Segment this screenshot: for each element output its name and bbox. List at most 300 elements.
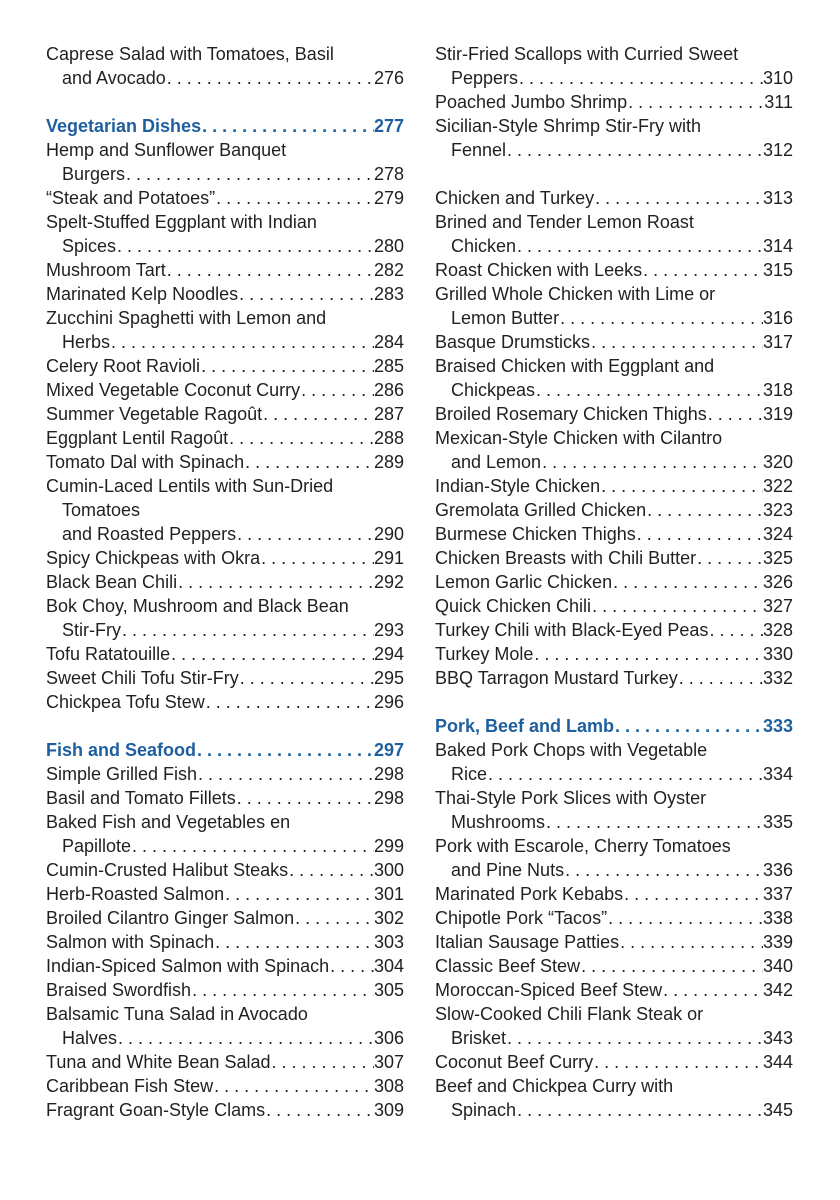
entry-title-text: Simple Grilled Fish bbox=[46, 764, 198, 784]
entry-title-text: Hemp and Sunflower Banquet bbox=[46, 140, 287, 160]
entry-title-text: Summer Vegetable Ragoût bbox=[46, 404, 263, 424]
toc-entry[interactable] bbox=[435, 882, 793, 906]
entry-line bbox=[435, 666, 793, 690]
entry-page-number: 294 bbox=[373, 644, 404, 664]
entry-line bbox=[46, 186, 404, 210]
entry-title-text: Baked Pork Chops with Vegetable bbox=[435, 740, 708, 760]
entry-page-number: 323 bbox=[762, 500, 793, 520]
toc-entry[interactable] bbox=[435, 546, 793, 570]
entry-title-text: Chicken Breasts with Chili Butter bbox=[435, 548, 697, 568]
toc-entry[interactable] bbox=[435, 1050, 793, 1074]
entry-page-number: 282 bbox=[373, 260, 404, 280]
toc-entry[interactable] bbox=[435, 330, 793, 354]
entry-line-continued bbox=[46, 1026, 404, 1050]
toc-entry[interactable] bbox=[46, 210, 404, 258]
toc-entry[interactable] bbox=[46, 642, 404, 666]
entry-line-continued bbox=[435, 66, 793, 90]
entry-title-text: Grilled Whole Chicken with Lime or bbox=[435, 284, 716, 304]
entry-title-text: Coconut Beef Curry bbox=[435, 1052, 594, 1072]
dot-leader bbox=[110, 330, 374, 354]
entry-title-text: Caribbean Fish Stew bbox=[46, 1076, 214, 1096]
toc-entry[interactable] bbox=[46, 426, 404, 450]
entry-title-text: Tofu Ratatouille bbox=[46, 644, 171, 664]
dot-leader bbox=[236, 786, 374, 810]
entry-title-text: Baked Fish and Vegetables en bbox=[46, 812, 291, 832]
dot-leader bbox=[265, 1098, 374, 1122]
entry-line bbox=[46, 426, 404, 450]
entry-title-text: Cumin-Crusted Halibut Steaks bbox=[46, 860, 289, 880]
section-spacer bbox=[46, 90, 404, 114]
entry-line bbox=[435, 474, 793, 498]
dot-leader bbox=[535, 378, 763, 402]
entry-line bbox=[46, 378, 404, 402]
dot-leader bbox=[300, 378, 374, 402]
toc-entry[interactable] bbox=[435, 666, 793, 690]
entry-title-text: Italian Sausage Patties bbox=[435, 932, 620, 952]
entry-line bbox=[46, 666, 404, 690]
toc-entry[interactable] bbox=[46, 42, 404, 90]
toc-right-column bbox=[435, 42, 793, 1122]
toc-entry[interactable] bbox=[46, 906, 404, 930]
entry-line-continued bbox=[46, 834, 404, 858]
toc-entry[interactable] bbox=[46, 666, 404, 690]
entry-page-number: 315 bbox=[762, 260, 793, 280]
entry-title-text: Tuna and White Bean Salad bbox=[46, 1052, 271, 1072]
toc-entry[interactable] bbox=[435, 618, 793, 642]
toc-entry[interactable] bbox=[46, 954, 404, 978]
toc-entry[interactable] bbox=[46, 570, 404, 594]
entry-page-number: 296 bbox=[373, 692, 404, 712]
entry-page-number: 278 bbox=[373, 164, 404, 184]
entry-line-continued bbox=[435, 378, 793, 402]
section-page-number: 297 bbox=[373, 740, 404, 760]
entry-page-number: 342 bbox=[762, 980, 793, 1000]
entry-title-text: Lemon Garlic Chicken bbox=[435, 572, 613, 592]
entry-line bbox=[435, 594, 793, 618]
dot-leader bbox=[642, 258, 763, 282]
dot-leader bbox=[213, 1074, 374, 1098]
entry-page-number: 285 bbox=[373, 356, 404, 376]
entry-title-text: Zucchini Spaghetti with Lemon and bbox=[46, 308, 327, 328]
entry-page-number: 299 bbox=[373, 836, 404, 856]
entry-page-number: 279 bbox=[373, 188, 404, 208]
entry-page-number: 344 bbox=[762, 1052, 793, 1072]
entry-line bbox=[435, 954, 793, 978]
entry-title-text: Peppers bbox=[451, 68, 519, 88]
entry-line bbox=[435, 1074, 793, 1098]
dot-leader bbox=[506, 138, 763, 162]
entry-title-text: Bok Choy, Mushroom and Black Bean bbox=[46, 596, 349, 616]
dot-leader bbox=[166, 258, 374, 282]
entry-line-continued bbox=[46, 234, 404, 258]
toc-entry[interactable] bbox=[46, 930, 404, 954]
toc-entry[interactable] bbox=[46, 546, 404, 570]
entry-line-continued bbox=[46, 522, 404, 546]
entry-page-number: 276 bbox=[373, 68, 404, 88]
dot-leader bbox=[541, 450, 763, 474]
dot-leader bbox=[244, 450, 374, 474]
entry-page-number: 313 bbox=[762, 188, 793, 208]
dot-leader bbox=[516, 1098, 763, 1122]
entry-line bbox=[46, 1074, 404, 1098]
entry-title-text: and Lemon bbox=[451, 452, 542, 472]
entry-line bbox=[46, 690, 404, 714]
entry-line bbox=[435, 426, 793, 450]
dot-leader bbox=[205, 690, 374, 714]
section-page-number: 277 bbox=[373, 116, 404, 136]
toc-entry[interactable] bbox=[46, 474, 404, 546]
entry-line-continued bbox=[46, 162, 404, 186]
entry-line bbox=[46, 138, 404, 162]
entry-page-number: 309 bbox=[373, 1100, 404, 1120]
section-spacer bbox=[435, 162, 793, 186]
dot-leader bbox=[607, 906, 763, 930]
toc-entry[interactable] bbox=[435, 978, 793, 1002]
entry-line bbox=[46, 258, 404, 282]
entry-title-text: Basil and Tomato Fillets bbox=[46, 788, 236, 808]
toc-entry[interactable] bbox=[435, 834, 793, 882]
entry-line bbox=[46, 954, 404, 978]
entry-line bbox=[46, 882, 404, 906]
entry-line bbox=[46, 354, 404, 378]
entry-title-text: Balsamic Tuna Salad in Avocado bbox=[46, 1004, 308, 1024]
entry-line bbox=[435, 930, 793, 954]
entry-title-text: Moroccan-Spiced Beef Stew bbox=[435, 980, 663, 1000]
toc-entry[interactable] bbox=[435, 42, 793, 90]
dot-leader bbox=[236, 522, 374, 546]
dot-leader bbox=[288, 858, 374, 882]
dot-leader bbox=[294, 906, 374, 930]
entry-title-text: Cumin-Laced Lentils with Sun-Dried bbox=[46, 476, 334, 496]
toc-entry[interactable] bbox=[46, 378, 404, 402]
dot-leader bbox=[564, 858, 763, 882]
entry-page-number: 301 bbox=[373, 884, 404, 904]
entry-line bbox=[435, 258, 793, 282]
entry-page-number: 339 bbox=[762, 932, 793, 952]
entry-title-text: Fennel bbox=[451, 140, 507, 160]
entry-line bbox=[435, 570, 793, 594]
toc-entry[interactable] bbox=[46, 858, 404, 882]
entry-line-continued bbox=[435, 1098, 793, 1122]
entry-page-number: 335 bbox=[762, 812, 793, 832]
dot-leader bbox=[559, 306, 763, 330]
entry-line-continued bbox=[46, 330, 404, 354]
entry-page-number: 298 bbox=[373, 764, 404, 784]
section-spacer bbox=[435, 690, 793, 714]
entry-line bbox=[435, 978, 793, 1002]
toc-entry[interactable] bbox=[435, 258, 793, 282]
toc-entry[interactable] bbox=[46, 1050, 404, 1074]
toc-entry[interactable] bbox=[435, 498, 793, 522]
toc-entry[interactable] bbox=[435, 642, 793, 666]
entry-title-text: Marinated Pork Kebabs bbox=[435, 884, 624, 904]
entry-title-text: Mexican-Style Chicken with Cilantro bbox=[435, 428, 723, 448]
entry-line-continued bbox=[435, 450, 793, 474]
dot-leader bbox=[580, 954, 763, 978]
entry-page-number: 318 bbox=[762, 380, 793, 400]
toc-entry[interactable] bbox=[435, 90, 793, 114]
entry-page-number: 280 bbox=[373, 236, 404, 256]
section-heading[interactable] bbox=[435, 714, 793, 738]
entry-page-number: 283 bbox=[373, 284, 404, 304]
entry-line bbox=[46, 1050, 404, 1074]
entry-line bbox=[435, 498, 793, 522]
section-page-number: 333 bbox=[762, 716, 793, 736]
entry-title-text: Rice bbox=[451, 764, 488, 784]
entry-title-text: Papillote bbox=[62, 836, 132, 856]
toc-entry[interactable] bbox=[435, 522, 793, 546]
entry-title-text: Broiled Rosemary Chicken Thighs bbox=[435, 404, 707, 424]
dot-leader bbox=[215, 186, 374, 210]
entry-title-text: Spicy Chickpeas with Okra bbox=[46, 548, 261, 568]
toc-entry[interactable] bbox=[435, 1074, 793, 1122]
entry-line bbox=[435, 882, 793, 906]
entry-title-text: Brisket bbox=[451, 1028, 507, 1048]
dot-leader bbox=[533, 642, 763, 666]
dot-leader bbox=[487, 762, 763, 786]
entry-line bbox=[46, 642, 404, 666]
toc-entry[interactable] bbox=[46, 978, 404, 1002]
toc-entry[interactable] bbox=[46, 138, 404, 186]
toc-left-column bbox=[46, 42, 404, 1122]
toc-entry[interactable] bbox=[435, 282, 793, 330]
toc-entry[interactable] bbox=[435, 426, 793, 474]
section-title: Fish and Seafood bbox=[46, 740, 197, 760]
dot-leader bbox=[201, 114, 374, 138]
dot-leader bbox=[678, 666, 763, 690]
toc-entry[interactable] bbox=[435, 954, 793, 978]
dot-leader bbox=[239, 666, 374, 690]
dot-leader bbox=[117, 1026, 374, 1050]
toc-entry[interactable] bbox=[46, 594, 404, 642]
entry-page-number: 324 bbox=[762, 524, 793, 544]
entry-line bbox=[46, 570, 404, 594]
entry-title-text: Gremolata Grilled Chicken bbox=[435, 500, 647, 520]
entry-page-number: 312 bbox=[762, 140, 793, 160]
toc-entry[interactable] bbox=[46, 1098, 404, 1122]
toc-entry[interactable] bbox=[435, 594, 793, 618]
dot-leader bbox=[707, 402, 763, 426]
entry-title-text: Indian-Style Chicken bbox=[435, 476, 601, 496]
entry-line bbox=[46, 42, 404, 66]
entry-title-text: Chicken and Turkey bbox=[435, 188, 595, 208]
entry-page-number: 337 bbox=[762, 884, 793, 904]
entry-page-number: 291 bbox=[373, 548, 404, 568]
toc-entry[interactable] bbox=[435, 474, 793, 498]
entry-page-number: 300 bbox=[373, 860, 404, 880]
toc-entry[interactable] bbox=[435, 786, 793, 834]
toc-entry[interactable] bbox=[435, 930, 793, 954]
entry-title-text: Fragrant Goan-Style Clams bbox=[46, 1100, 266, 1120]
entry-page-number: 303 bbox=[373, 932, 404, 952]
entry-title-text: Chipotle Pork “Tacos” bbox=[435, 908, 608, 928]
entry-line-continued bbox=[435, 138, 793, 162]
entry-line bbox=[435, 402, 793, 426]
entry-line bbox=[46, 810, 404, 834]
toc-entry[interactable] bbox=[46, 402, 404, 426]
entry-title-text: Black Bean Chili bbox=[46, 572, 178, 592]
entry-line-continued bbox=[46, 618, 404, 642]
entry-line bbox=[435, 90, 793, 114]
entry-title-text: Lemon Butter bbox=[451, 308, 560, 328]
entry-title-text: Classic Beef Stew bbox=[435, 956, 581, 976]
entry-line bbox=[46, 594, 404, 618]
section-title: Pork, Beef and Lamb bbox=[435, 716, 615, 736]
entry-title-text: Chicken bbox=[451, 236, 517, 256]
entry-title-text: Chickpeas bbox=[451, 380, 536, 400]
dot-leader bbox=[200, 354, 374, 378]
entry-line-continued bbox=[46, 498, 404, 522]
entry-line-continued bbox=[435, 858, 793, 882]
dot-leader bbox=[623, 882, 763, 906]
entry-title-text: Herbs bbox=[62, 332, 111, 352]
entry-page-number: 287 bbox=[373, 404, 404, 424]
entry-line bbox=[46, 978, 404, 1002]
entry-page-number: 308 bbox=[373, 1076, 404, 1096]
toc-entry[interactable] bbox=[435, 114, 793, 162]
dot-leader bbox=[590, 330, 763, 354]
dot-leader bbox=[177, 570, 374, 594]
entry-title-text: Sweet Chili Tofu Stir-Fry bbox=[46, 668, 239, 688]
toc-entry[interactable] bbox=[46, 1074, 404, 1098]
toc-entry[interactable] bbox=[435, 738, 793, 786]
toc-entry[interactable] bbox=[46, 762, 404, 786]
entry-line bbox=[435, 42, 793, 66]
toc-entry[interactable] bbox=[435, 186, 793, 210]
entry-page-number: 310 bbox=[762, 68, 793, 88]
entry-title-text: Eggplant Lentil Ragoût bbox=[46, 428, 229, 448]
entry-title-text: Beef and Chickpea Curry with bbox=[435, 1076, 674, 1096]
dot-leader bbox=[166, 66, 374, 90]
entry-page-number: 336 bbox=[762, 860, 793, 880]
dot-leader bbox=[591, 594, 763, 618]
toc-entry[interactable] bbox=[435, 1002, 793, 1050]
toc-entry[interactable] bbox=[435, 570, 793, 594]
entry-page-number: 302 bbox=[373, 908, 404, 928]
entry-title-text: Turkey Chili with Black-Eyed Peas bbox=[435, 620, 709, 640]
entry-title-text: BBQ Tarragon Mustard Turkey bbox=[435, 668, 678, 688]
toc-entry[interactable] bbox=[46, 186, 404, 210]
entry-title-text: Stir-Fried Scallops with Curried Sweet bbox=[435, 44, 739, 64]
dot-leader bbox=[506, 1026, 763, 1050]
entry-page-number: 328 bbox=[762, 620, 793, 640]
entry-title-text: Halves bbox=[62, 1028, 118, 1048]
dot-leader bbox=[516, 234, 763, 258]
toc-entry[interactable] bbox=[435, 402, 793, 426]
entry-page-number: 327 bbox=[762, 596, 793, 616]
entry-page-number: 305 bbox=[373, 980, 404, 1000]
entry-page-number: 307 bbox=[373, 1052, 404, 1072]
entry-line bbox=[46, 210, 404, 234]
toc-entry[interactable] bbox=[435, 906, 793, 930]
dot-leader bbox=[662, 978, 763, 1002]
toc-entry[interactable] bbox=[46, 690, 404, 714]
toc-entry[interactable] bbox=[46, 354, 404, 378]
entry-title-text: Burmese Chicken Thighs bbox=[435, 524, 636, 544]
dot-leader bbox=[593, 1050, 763, 1074]
toc-entry[interactable] bbox=[46, 450, 404, 474]
entry-page-number: 298 bbox=[373, 788, 404, 808]
entry-line bbox=[46, 906, 404, 930]
toc-entry[interactable] bbox=[46, 282, 404, 306]
toc-entry[interactable] bbox=[46, 882, 404, 906]
entry-line bbox=[435, 834, 793, 858]
entry-line-continued bbox=[435, 810, 793, 834]
dot-leader bbox=[224, 882, 374, 906]
dot-leader bbox=[612, 570, 763, 594]
entry-page-number: 343 bbox=[762, 1028, 793, 1048]
entry-line bbox=[46, 930, 404, 954]
entry-title-text: Celery Root Ravioli bbox=[46, 356, 201, 376]
entry-title-text: Basque Drumsticks bbox=[435, 332, 591, 352]
dot-leader bbox=[196, 738, 374, 762]
entry-title-text: Tomatoes bbox=[62, 500, 141, 520]
entry-page-number: 290 bbox=[373, 524, 404, 544]
entry-title-text: and Avocado bbox=[62, 68, 166, 88]
dot-leader bbox=[170, 642, 374, 666]
dot-leader bbox=[518, 66, 763, 90]
toc-entry[interactable] bbox=[46, 786, 404, 810]
toc-entry[interactable] bbox=[46, 810, 404, 858]
entry-line bbox=[435, 618, 793, 642]
entry-page-number: 334 bbox=[762, 764, 793, 784]
toc-entry[interactable] bbox=[435, 354, 793, 402]
entry-line bbox=[46, 1002, 404, 1026]
dot-leader bbox=[600, 474, 763, 498]
entry-title-text: Quick Chicken Chili bbox=[435, 596, 592, 616]
entry-title-text: Spelt-Stuffed Eggplant with Indian bbox=[46, 212, 317, 232]
entry-title-text: Spices bbox=[62, 236, 117, 256]
entry-line-continued bbox=[435, 1026, 793, 1050]
entry-line-continued bbox=[46, 66, 404, 90]
toc-entry[interactable] bbox=[46, 306, 404, 354]
entry-line bbox=[435, 522, 793, 546]
entry-line bbox=[435, 546, 793, 570]
entry-title-text: Braised Chicken with Eggplant and bbox=[435, 356, 715, 376]
entry-title-text: Broiled Cilantro Ginger Salmon bbox=[46, 908, 295, 928]
entry-title-text: Herb-Roasted Salmon bbox=[46, 884, 225, 904]
entry-page-number: 293 bbox=[373, 620, 404, 640]
entry-title-text: Burgers bbox=[62, 164, 126, 184]
entry-page-number: 304 bbox=[373, 956, 404, 976]
toc-entry[interactable] bbox=[46, 258, 404, 282]
section-spacer bbox=[46, 714, 404, 738]
entry-page-number: 295 bbox=[373, 668, 404, 688]
dot-leader bbox=[594, 186, 763, 210]
toc-entry[interactable] bbox=[46, 1002, 404, 1050]
section-heading[interactable] bbox=[46, 738, 404, 762]
entry-page-number: 345 bbox=[762, 1100, 793, 1120]
dot-leader bbox=[636, 522, 763, 546]
dot-leader bbox=[262, 402, 374, 426]
toc-entry[interactable] bbox=[435, 210, 793, 258]
entry-page-number: 325 bbox=[762, 548, 793, 568]
entry-title-text: Poached Jumbo Shrimp bbox=[435, 92, 628, 112]
entry-line bbox=[435, 354, 793, 378]
entry-line bbox=[46, 1098, 404, 1122]
entry-title-text: Caprese Salad with Tomatoes, Basil bbox=[46, 44, 334, 64]
section-title: Vegetarian Dishes bbox=[46, 116, 202, 136]
section-heading[interactable] bbox=[46, 114, 404, 138]
entry-page-number: 317 bbox=[762, 332, 793, 352]
entry-page-number: 320 bbox=[762, 452, 793, 472]
dot-leader bbox=[228, 426, 374, 450]
entry-title-text: and Roasted Peppers bbox=[62, 524, 237, 544]
entry-line bbox=[435, 210, 793, 234]
dot-leader bbox=[131, 834, 374, 858]
entry-line bbox=[46, 762, 404, 786]
dot-leader bbox=[708, 618, 763, 642]
